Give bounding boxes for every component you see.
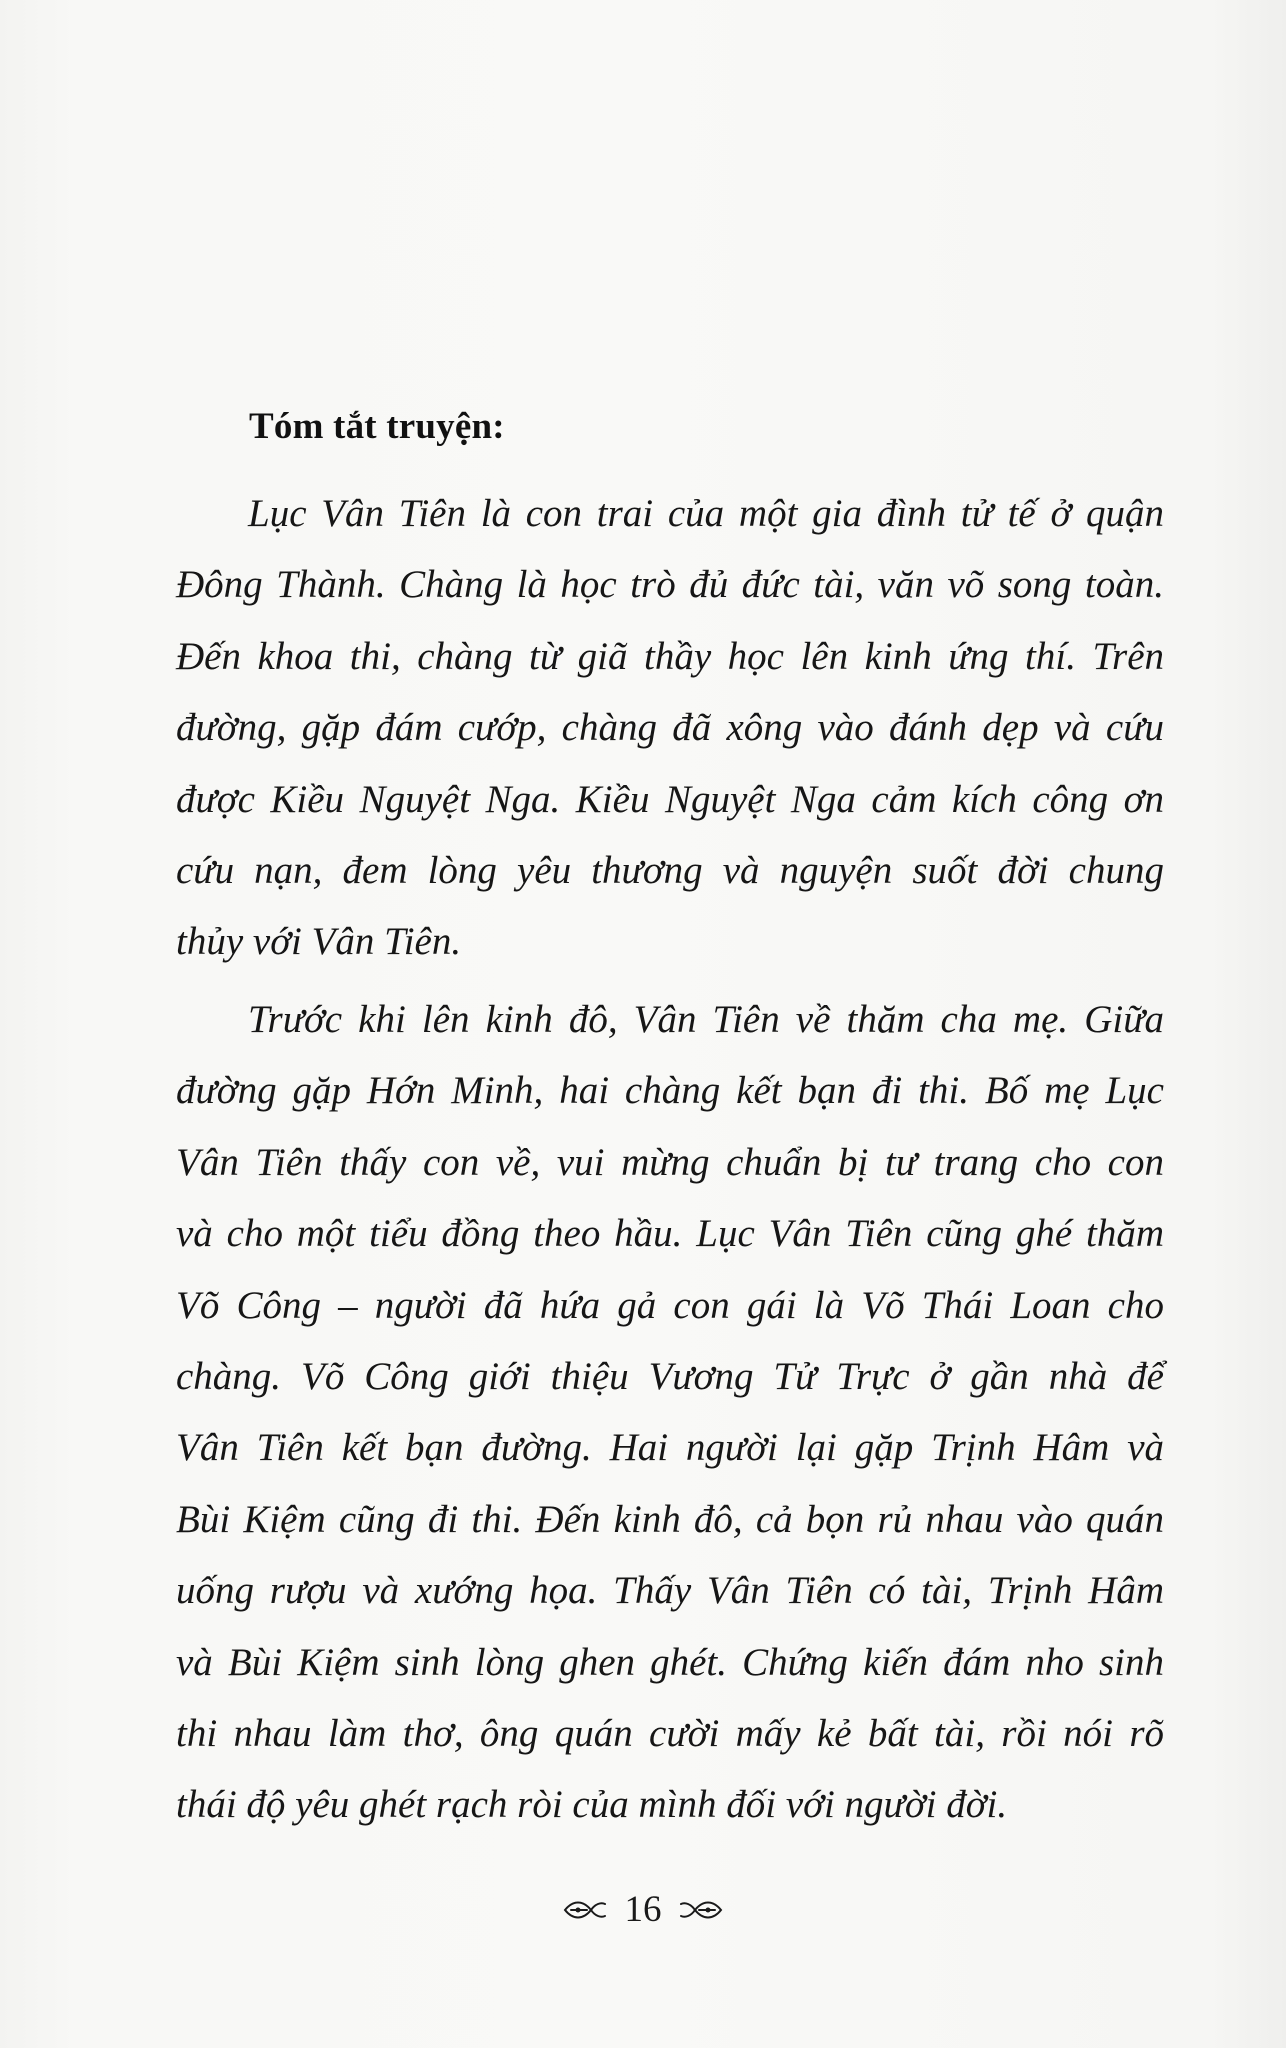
ornament-left-icon [561,1894,609,1926]
text-line: uống rượu và xướng họa. Thấy Vân Tiên có tài, Trịnh Hâm [176,1569,1164,1613]
text-line: Đến khoa thi, chàng từ giã thầy học lên kinh ứng thí. Trên [176,634,1164,678]
text-line: Đông Thành. Chàng là học trò đủ đức tài, văn võ song toàn. [176,563,1164,607]
text-line: được Kiều Nguyệt Nga. Kiều Nguyệt Nga cảm kích công ơn [176,777,1164,821]
text-line: thi nhau làm thơ, ông quán cười mấy kẻ bất tài, rồi nói rõ [176,1712,1164,1756]
text-line: cứu nạn, đem lòng yêu thương và nguyện suốt đời chung [176,849,1164,893]
text-line: Vân Tiên thấy con về, vui mừng chuẩn bị tư trang cho con [176,1140,1164,1184]
page-number: 16 [624,1889,662,1931]
text-line: và Bùi Kiệm sinh lòng ghen ghét. Chứng kiến đám nho sinh [176,1640,1164,1684]
text-line: thái độ yêu ghét rạch ròi của mình đối với người đời. [176,1783,1008,1827]
text-line: đường, gặp đám cướp, chàng đã xông vào đánh dẹp và cứu [176,706,1164,750]
text-line: Vân Tiên kết bạn đường. Hai người lại gặp Trịnh Hâm và [176,1426,1164,1470]
text-line: Trước khi lên kinh đô, Vân Tiên về thăm cha mẹ. Giữa [248,998,1164,1041]
paragraph-2 [176,984,1164,1841]
paragraph-1 [176,478,1164,978]
page-footer [0,1885,1286,1931]
text-line: Lục Vân Tiên là con trai của một gia đình tử tế ở quận [248,492,1164,535]
text-line: thủy với Vân Tiên. [176,920,462,964]
text-line: Bùi Kiệm cũng đi thi. Đến kinh đô, cả bọn rủ nhau vào quán [176,1497,1164,1541]
section-heading: Tóm tắt truyện: [249,406,505,447]
ornament-right-icon [677,1894,725,1926]
text-line: chàng. Võ Công giới thiệu Vương Tử Trực ở gần nhà để [176,1355,1164,1399]
text-line: đường gặp Hớn Minh, hai chàng kết bạn đi thi. Bố mẹ Lục [176,1069,1164,1113]
text-line: Võ Công – người đã hứa gả con gái là Võ Thái Loan cho [176,1283,1164,1327]
text-line: và cho một tiểu đồng theo hầu. Lục Vân Tiên cũng ghé thăm [176,1212,1164,1256]
